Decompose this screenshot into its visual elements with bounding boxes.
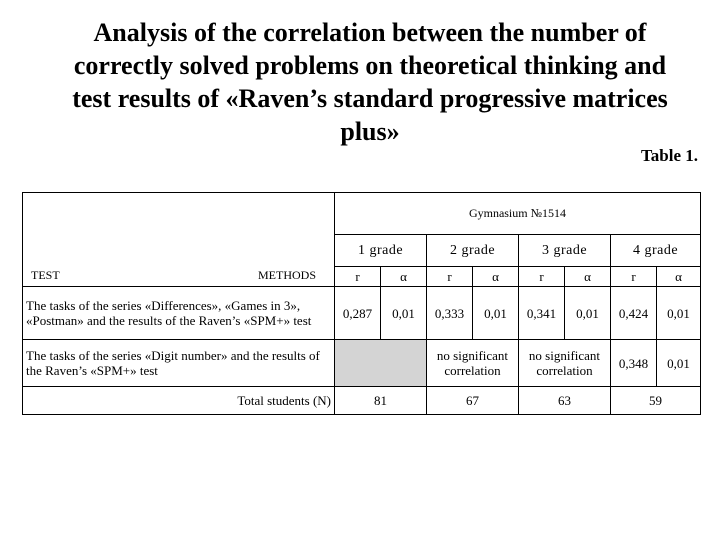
g4-alpha-header: α: [657, 267, 701, 287]
test-methods-header: [23, 267, 335, 287]
title-line-1: Analysis of the correlation between the number of: [93, 18, 647, 47]
row-2-label: The tasks of the series «Digit number» and the results of the Raven’s «SPM+» test: [23, 340, 335, 387]
row-2-g4-alpha: 0,01: [657, 340, 701, 387]
total-g2: 67: [427, 387, 519, 415]
grade-1-header: 1 grade: [335, 235, 427, 267]
g4-r-header: r: [611, 267, 657, 287]
total-g3: 63: [519, 387, 611, 415]
g1-r-header: r: [335, 267, 381, 287]
row-1-g1-alpha: 0,01: [381, 287, 427, 340]
row-2-g1-empty: [335, 340, 427, 387]
total-g1: 81: [335, 387, 427, 415]
total-students-label: Total students (N): [23, 387, 335, 415]
table-caption: Table 1.: [640, 146, 698, 165]
row-2-g4-r: 0,348: [611, 340, 657, 387]
row-1-g2-alpha: 0,01: [473, 287, 519, 340]
g1-alpha-header: α: [381, 267, 427, 287]
corner-cell-middle: [23, 235, 335, 267]
row-1-g4-alpha: 0,01: [657, 287, 701, 340]
methods-label: METHODS: [257, 268, 316, 282]
title-line-3: test results of «Raven’s standard progressive matrices: [72, 84, 668, 113]
title-line-2: correctly solved problems on theoretical thinking and: [73, 51, 667, 80]
slide-title: [30, 16, 710, 148]
g3-alpha-header: α: [565, 267, 611, 287]
test-label: TEST: [31, 268, 60, 282]
row-1-g1-r: 0,287: [335, 287, 381, 340]
grade-3-header: 3 grade: [519, 235, 611, 267]
row-1-g4-r: 0,424: [611, 287, 657, 340]
grade-4-header: 4 grade: [611, 235, 701, 267]
title-line-4: plus»: [340, 117, 400, 146]
row-1-g3-r: 0,341: [519, 287, 565, 340]
row-1-label: The tasks of the series «Differences», «Games in 3», «Postman» and the results of the Raven’s «SPM+» test: [23, 287, 335, 340]
row-1-g3-alpha: 0,01: [565, 287, 611, 340]
corner-cell-top: [23, 193, 335, 235]
row-2-g3-value: no significant correlation: [519, 340, 611, 387]
g3-r-header: r: [519, 267, 565, 287]
g2-alpha-header: α: [473, 267, 519, 287]
total-g4: 59: [611, 387, 701, 415]
row-1-g2-r: 0,333: [427, 287, 473, 340]
grade-2-header: 2 grade: [427, 235, 519, 267]
row-2-g2-value: no significant correlation: [427, 340, 519, 387]
g2-r-header: r: [427, 267, 473, 287]
school-header: Gymnasium №1514: [335, 193, 701, 235]
correlation-table: [22, 192, 701, 415]
